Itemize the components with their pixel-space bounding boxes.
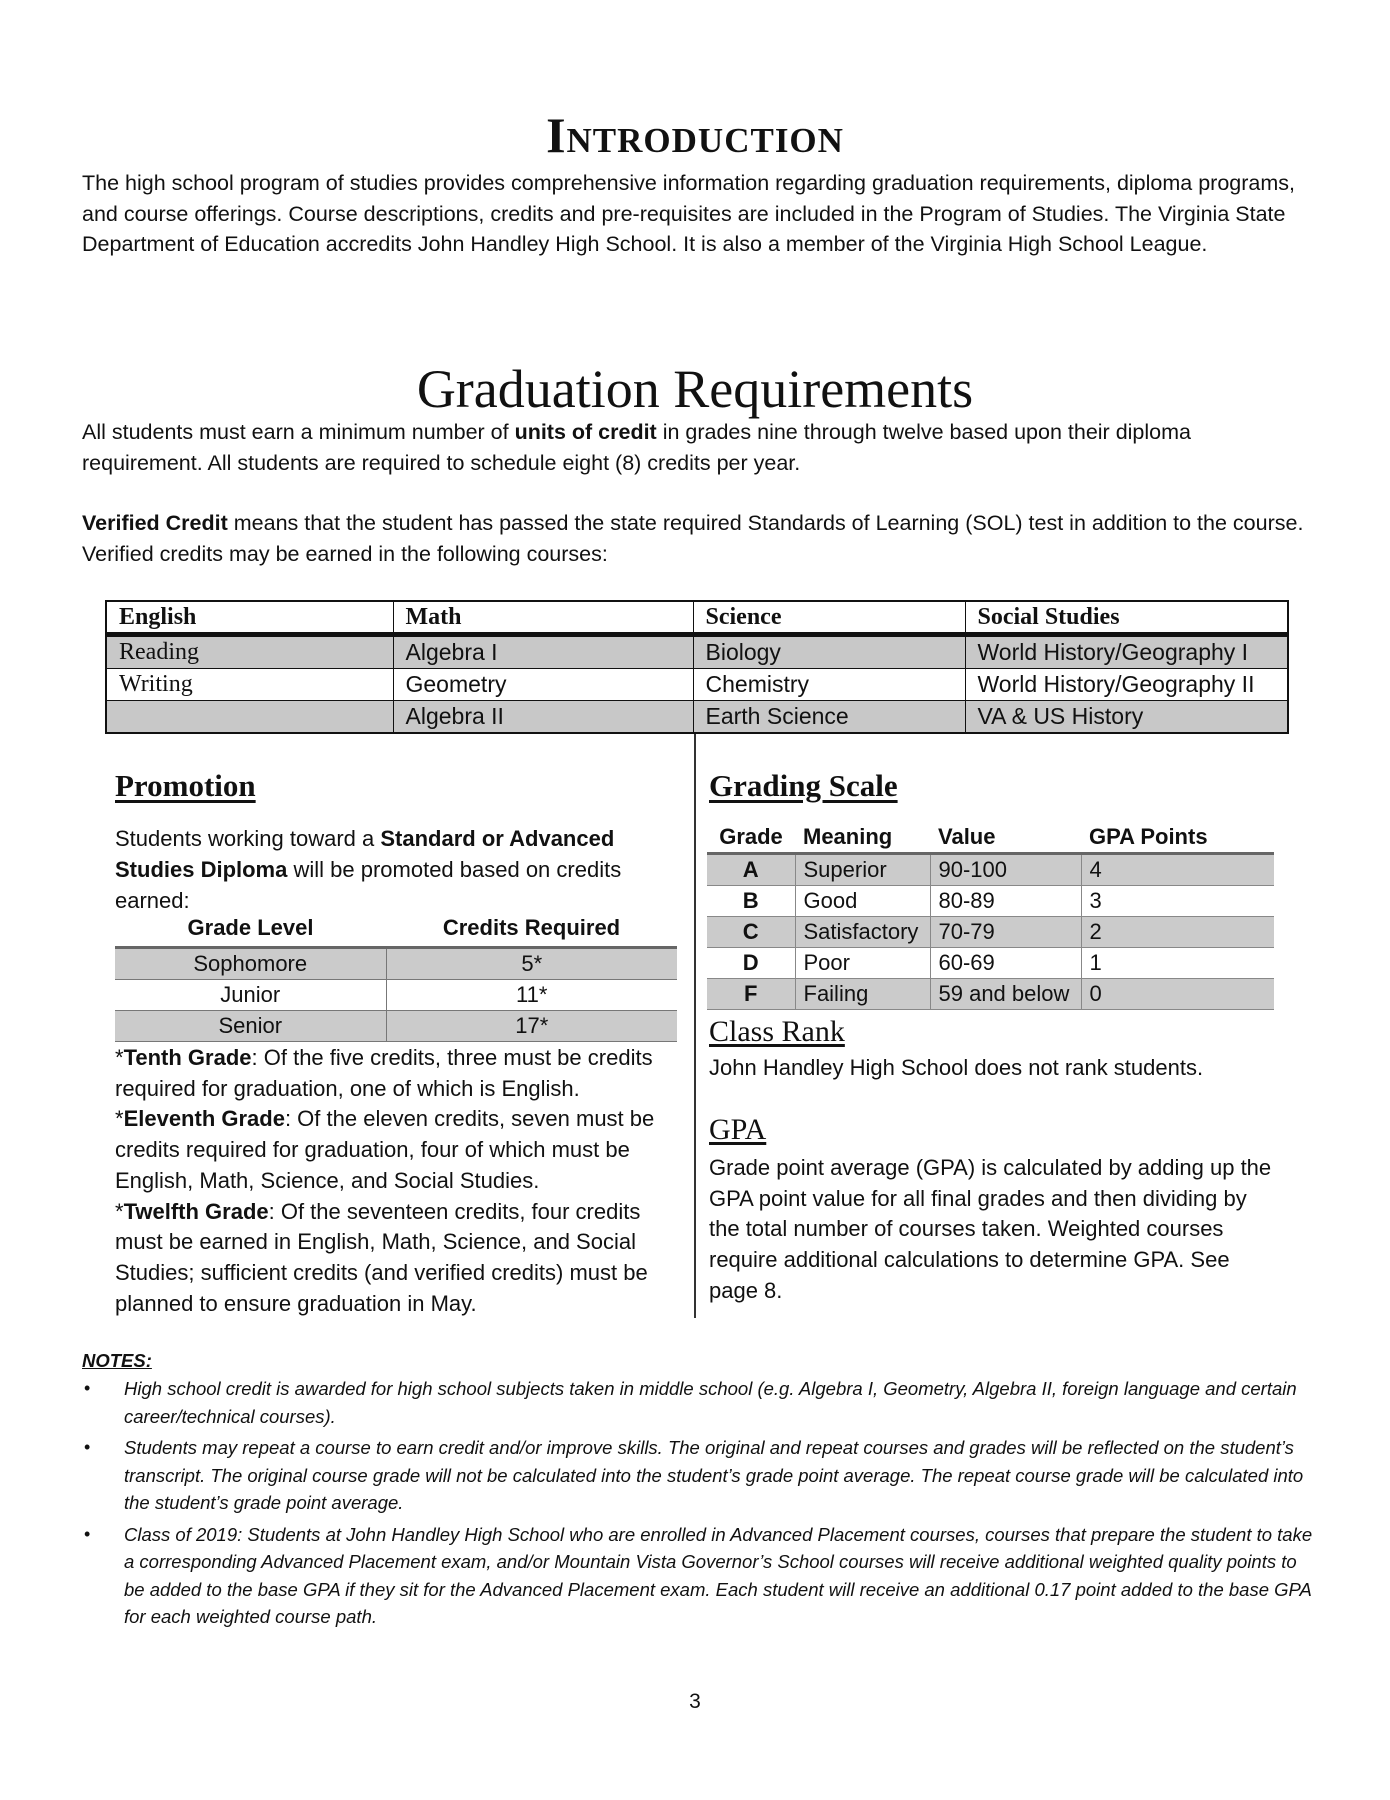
table-row [707,886,1274,917]
column-header-social-studies: Social Studies [965,601,1288,635]
table-cell: VA & US History [965,701,1288,734]
gpa-points-cell: 0 [1081,979,1274,1010]
gpa-points-cell: 4 [1081,854,1274,886]
table-row [707,948,1274,979]
para-bold-text: Standard or Advanced Studies Diploma [115,826,615,882]
footnote-asterisk: * [115,1198,124,1224]
footnote-text: : Of the seventeen credits, four credits must be earned in English, Math, Science, and Social Studies; sufficient credits (and verified credits) must be planned to ensure graduation in May. [115,1198,648,1316]
graduation-requirements-title: Graduation Requirements [416,359,974,420]
credits-table-header [115,915,677,941]
footnote-text: : Of the eleven credits, seven must be credits required for graduation, four of which must be English, Math, Science, and Social Studies. [115,1106,655,1193]
table-row [707,979,1274,1010]
footnote-label: Eleventh Grade [123,1106,285,1132]
value-cell: 80-89 [930,886,1081,917]
column-divider [694,734,696,1318]
note-text: Students may repeat a course to earn credit and/or improve skills. The original and repeat courses and grades will be reflected on the student’s transcript. The original course grade will not be calculated into the student’s grade point average. The repeat course grade will be calculated into the student’s grade point average. [124,1437,1304,1513]
table-row [115,980,677,1011]
intro-paragraph: The high school program of studies provides comprehensive information regarding graduation requirements, diploma programs, and course offerings. Course descriptions, credits and pre-requisites are included in the Program of Studies. The Virginia State Department of Education accredits John Handley High School. It is also a member of the Virginia High School League. [82,171,1295,256]
grade-cell: A [707,854,795,886]
footnote-eleventh-grade [115,1104,690,1196]
table-row [115,1011,677,1042]
units-of-credit-paragraph [82,417,1312,478]
table-row [115,948,677,980]
para-text: means that the student has passed the state required Standards of Learning (SOL) test in addition to the course. Verified credits may be earned in the following courses: [82,511,1304,566]
verified-courses-table [105,600,1289,734]
table-cell: World History/Geography II [965,669,1288,701]
credits-cell: 5* [386,948,677,980]
grade-cell: F [707,979,795,1010]
footnote-twelfth-grade [115,1197,690,1320]
para-text: Students working toward a [115,826,381,851]
grading-scale-table [707,822,1274,1010]
para-text: in grades nine through twelve based upon their diploma requirement. All students are required to schedule eight (8) credits per year. [82,420,1191,475]
table-row [106,635,1288,669]
meaning-cell: Superior [795,854,930,886]
table-cell: Reading [106,635,393,669]
column-header-grade-level: Grade Level [187,915,314,940]
gpa-text: Grade point average (GPA) is calculated by adding up the GPA point value for all final grades and then dividing by the total number of courses taken. Weighted courses require additional calculations to determine GPA. See page 8. [709,1155,1272,1303]
list-item [82,1375,1322,1430]
table-row [106,701,1288,734]
meaning-cell: Failing [795,979,930,1010]
footnote-text: : Of the five credits, three must be credits required for graduation, one of which is English. [115,1045,653,1101]
footnote-asterisk: * [115,1045,124,1070]
class-rank-text: John Handley High School does not rank students. [709,1055,1204,1080]
credits-required-table [115,946,677,1042]
grade-level-cell: Junior [115,980,386,1011]
column-header-math: Math [393,601,693,635]
bullet-icon: • [84,1523,91,1544]
grade-cell: C [707,917,795,948]
footnote-tenth-grade [115,1043,690,1104]
value-cell: 59 and below [930,979,1081,1010]
credits-cell: 17* [386,1011,677,1042]
meaning-cell: Good [795,886,930,917]
credits-cell: 11* [386,980,677,1011]
table-cell: World History/Geography I [965,635,1288,669]
promotion-intro [115,823,675,916]
class-rank-heading: Class Rank [709,1015,845,1048]
column-header-gpa-points: GPA Points [1081,822,1274,854]
column-header-english: English [106,601,393,635]
meaning-cell: Satisfactory [795,917,930,948]
column-header-credits-required: Credits Required [442,915,621,940]
verified-credit-paragraph [82,508,1312,569]
note-text: High school credit is awarded for high school subjects taken in middle school (e.g. Algebra I, Geometry, Algebra II, foreign language and certain career/technical courses). [124,1378,1297,1427]
intro-title: Introduction [546,106,844,163]
page-number: 3 [689,1690,701,1713]
para-bold-text: units of credit [514,420,657,444]
table-row [707,917,1274,948]
bullet-icon: • [84,1378,91,1398]
meaning-cell: Poor [795,948,930,979]
grade-cell: B [707,886,795,917]
para-text: will be promoted based on credits earned: [115,857,622,913]
table-cell: Geometry [393,669,693,701]
table-row [707,854,1274,886]
column-header-meaning: Meaning [795,822,930,854]
list-item [82,1521,1322,1631]
para-bold-text: Verified Credit [82,511,228,535]
value-cell: 70-79 [930,917,1081,948]
column-header-science: Science [693,601,965,635]
grade-cell: D [707,948,795,979]
footnote-asterisk: * [115,1106,124,1132]
notes-heading: NOTES: [82,1350,152,1371]
table-header-row [707,822,1274,854]
footnote-label: Twelfth Grade [123,1198,269,1224]
gpa-points-cell: 3 [1081,886,1274,917]
table-row [106,669,1288,701]
column-header-grade: Grade [707,822,795,854]
grade-level-cell: Senior [115,1011,386,1042]
gpa-points-cell: 1 [1081,948,1274,979]
value-cell: 90-100 [930,854,1081,886]
notes-list [82,1375,1322,1635]
table-cell: Algebra I [393,635,693,669]
table-cell: Writing [106,669,393,701]
para-text: All students must earn a minimum number of [82,420,515,444]
table-cell [106,701,393,734]
list-item [82,1434,1322,1517]
promotion-footnotes [115,1043,690,1319]
bullet-icon: • [84,1437,91,1457]
note-text: Class of 2019: Students at John Handley High School who are enrolled in Advanced Placement courses, courses that prepare the student to take a corresponding Advanced Placement exam, and/or Mountain Vista Governor’s School courses will receive additional weighted quality points to be added to the base GPA if they sit for the Advanced Placement exam. Each student will receive an additional 0.17 point added to the base GPA for each weighted course path. [124,1523,1313,1627]
footnote-label: Tenth Grade [123,1045,252,1070]
value-cell: 60-69 [930,948,1081,979]
table-cell: Biology [693,635,965,669]
gpa-points-cell: 2 [1081,917,1274,948]
grade-level-cell: Sophomore [115,948,386,980]
gpa-heading: GPA [709,1113,767,1146]
grading-scale-heading: Grading Scale [709,768,898,803]
table-cell: Earth Science [693,701,965,734]
table-cell: Algebra II [393,701,693,734]
column-header-value: Value [930,822,1081,854]
promotion-heading: Promotion [115,768,256,803]
table-cell: Chemistry [693,669,965,701]
table-header-row [106,601,1288,635]
